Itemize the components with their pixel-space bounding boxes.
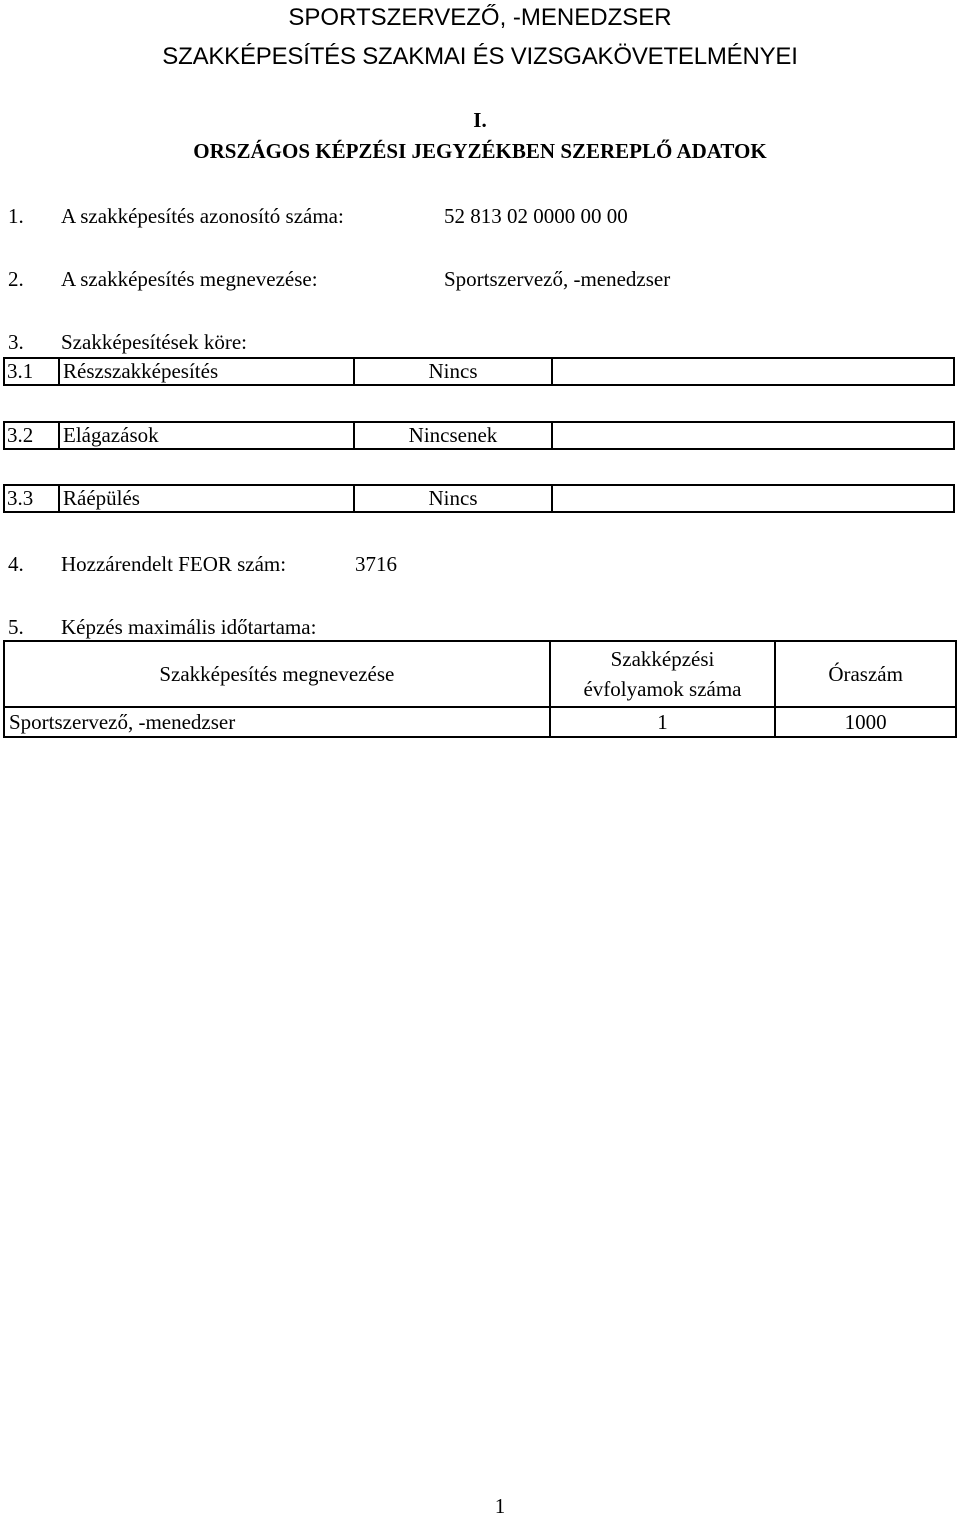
sub-row-number: 3.1 [5,359,60,384]
sub-row-partial-qualification [3,357,955,386]
item-number: 2. [8,267,24,291]
cell-qualification-name: Sportszervező, -menedzser [4,707,550,737]
item-label: A szakképesítés megnevezése: [61,267,318,291]
page-number: 1 [494,1494,506,1518]
sub-row-empty-cell [553,486,953,511]
sub-row-add-on [3,484,955,513]
sub-row-value: Nincsenek [355,423,553,448]
item-number: 4. [8,552,24,576]
training-duration-table [3,640,957,738]
table-header-row [4,641,956,707]
sub-row-branches [3,421,955,450]
document-title-line-1: SPORTSZERVEZŐ, -MENEDZSER [288,4,672,31]
sub-row-value: Nincs [355,486,553,511]
sub-row-number: 3.3 [5,486,60,511]
table-row [4,707,956,737]
item-number: 3. [8,330,24,354]
section-title: ORSZÁGOS KÉPZÉSI JEGYZÉKBEN SZEREPLŐ ADATOK [193,139,767,163]
header-grade-count-line-2: évfolyamok száma [583,677,742,701]
item-value: 3716 [355,552,397,576]
document-title-line-2: SZAKKÉPESÍTÉS SZAKMAI ÉS VIZSGAKÖVETELMÉNYEI [162,43,798,70]
header-hours: Óraszám [775,641,956,707]
item-label: A szakképesítés azonosító száma: [61,204,344,228]
item-number: 5. [8,615,24,639]
section-number: I. [473,108,487,132]
header-grade-count [550,641,776,707]
item-value: Sportszervező, -menedzser [444,267,671,291]
sub-row-label: Elágazások [60,423,355,448]
sub-row-value: Nincs [355,359,553,384]
sub-row-empty-cell [553,423,953,448]
item-label: Szakképesítések köre: [61,330,248,354]
item-label: Hozzárendelt FEOR szám: [61,552,287,576]
sub-row-label: Ráépülés [60,486,355,511]
header-grade-count-line-1: Szakképzési [610,647,715,671]
sub-row-empty-cell [553,359,953,384]
cell-grade-count: 1 [550,707,776,737]
cell-hours: 1000 [775,707,956,737]
header-qualification-name: Szakképesítés megnevezése [4,641,550,707]
sub-row-number: 3.2 [5,423,60,448]
item-number: 1. [8,204,24,228]
item-value: 52 813 02 0000 00 00 [444,204,628,228]
item-label: Képzés maximális időtartama: [61,615,317,639]
sub-row-label: Részszakképesítés [60,359,355,384]
